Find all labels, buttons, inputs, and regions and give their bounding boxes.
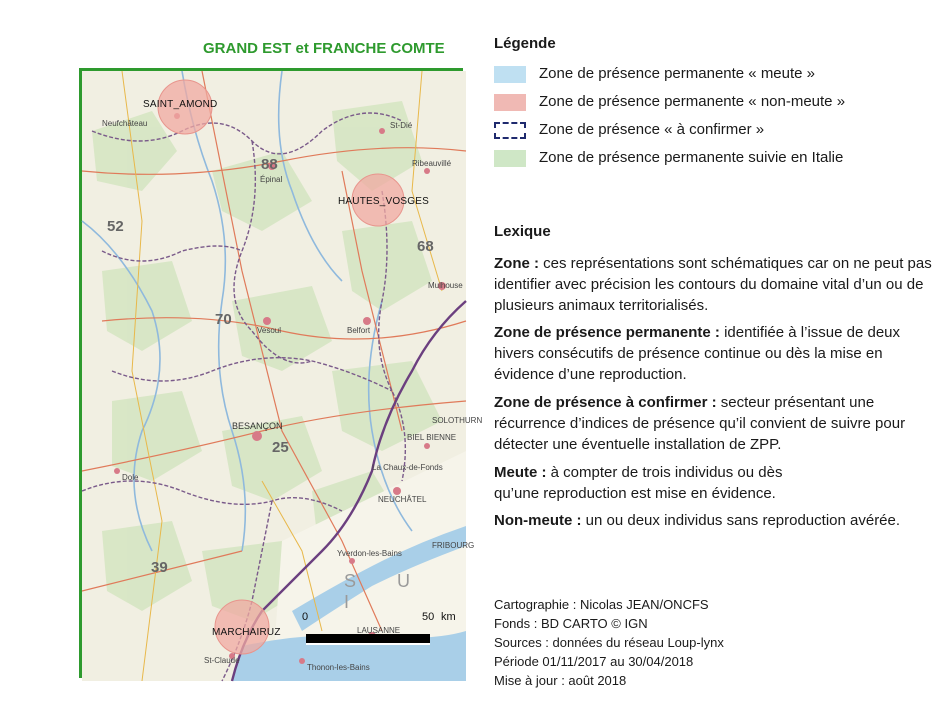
legend-label: Zone de présence permanente suivie en Italie	[539, 149, 844, 166]
map-title: GRAND EST et FRANCHE COMTE	[203, 40, 445, 57]
dept-68: 68	[417, 238, 434, 255]
lexique-definition: ces représentations sont schématiques car on ne peut pas identifier avec précision les contours du domaine vital d’un ou de plusieurs animaux territorialisés.	[494, 255, 932, 314]
lexique-title: Lexique	[494, 223, 551, 240]
zone-label-saint-amond[interactable]: SAINT_AMOND	[143, 99, 218, 110]
credit-line: Période 01/11/2017 au 30/04/2018	[494, 654, 694, 669]
credit-line: Cartographie : Nicolas JEAN/ONCFS	[494, 597, 709, 612]
lexique-term: Zone de présence à confirmer :	[494, 394, 717, 411]
lexique-entry-zone	[494, 253, 934, 316]
dept-70: 70	[215, 311, 232, 328]
lexique-term: Non-meute :	[494, 512, 582, 529]
lexique-definition: un ou deux individus sans reproduction avérée.	[581, 512, 901, 529]
place-label: Dole	[122, 473, 139, 482]
zone-label-hautes-vosges[interactable]: HAUTES_VOSGES	[338, 196, 429, 207]
credit-line: Sources : données du réseau Loup-lynx	[494, 635, 724, 650]
lexique-term: Zone de présence permanente :	[494, 324, 720, 341]
legend-swatch-non-meute	[494, 94, 526, 111]
lexique-entry-a-confirmer	[494, 392, 934, 455]
place-label: Belfort	[347, 326, 371, 335]
lexique-definition: identifiée à l’issue de deux hivers consécutifs de présence continue ou dès la mise en évidence d’une reproduction.	[494, 324, 901, 383]
lexique-entry-zpp	[494, 322, 934, 385]
place-label: Neufchâteau	[102, 119, 148, 128]
map-frame[interactable]	[79, 68, 483, 678]
scale-start: 0	[302, 611, 309, 623]
place-label: BIEL BIENNE	[407, 433, 457, 442]
credit-line: Fonds : BD CARTO © IGN	[494, 616, 648, 631]
lexique-definition: à compter de trois individus ou dès qu’une reproduction est mise en évidence.	[494, 464, 783, 502]
place-label: St-Dié	[390, 121, 413, 130]
lexique-entry-meute	[494, 462, 824, 504]
dept-39: 39	[151, 559, 168, 576]
credit-line: Mise à jour : août 2018	[494, 673, 627, 688]
legend-label: Zone de présence permanente « meute »	[539, 65, 816, 82]
place-label: Thonon-les-Bains	[307, 663, 370, 672]
legend-swatch-italie	[494, 150, 526, 167]
place-label: BESANÇON	[232, 421, 283, 431]
legend-label: Zone de présence « à confirmer »	[539, 121, 765, 138]
lexique-term: Zone :	[494, 255, 539, 272]
legend-label: Zone de présence permanente « non-meute »	[539, 93, 846, 110]
zone-label-marchairuz[interactable]: MARCHAIRUZ	[212, 627, 281, 638]
legend-swatch-meute	[494, 66, 526, 83]
place-label: Yverdon-les-Bains	[337, 549, 402, 558]
lexique-entry-non-meute	[494, 510, 934, 531]
place-label: Mulhouse	[428, 281, 463, 290]
dept-52: 52	[107, 218, 124, 235]
place-label: FRIBOURG	[432, 541, 475, 550]
credits	[494, 595, 724, 690]
place-label: St-Claude	[204, 656, 240, 665]
lexique-definition: secteur présentant une récurrence d’indices de présence qu’il convient de suivre pour détecter une éventuelle installation de ZPP.	[494, 394, 906, 453]
country-label: S U I	[344, 571, 429, 612]
scale-unit: km	[441, 611, 456, 623]
dept-25: 25	[272, 439, 289, 456]
place-label: Vesoul	[257, 326, 282, 335]
place-label: LAUSANNE	[357, 626, 401, 635]
place-label: La Chaux-de-Fonds	[372, 463, 443, 472]
legend-title: Légende	[494, 35, 556, 52]
legend-swatch-a-confirmer	[494, 122, 526, 139]
place-label: Ribeauvillé	[412, 159, 452, 168]
dept-88: 88	[261, 156, 278, 173]
scale-bar	[306, 634, 430, 645]
place-label: SOLOTHURN	[432, 416, 483, 425]
lexique-term: Meute :	[494, 464, 547, 481]
place-label: Épinal	[260, 175, 283, 184]
place-label: NEUCHÂTEL	[378, 495, 427, 504]
scale-end: 50	[422, 611, 435, 623]
